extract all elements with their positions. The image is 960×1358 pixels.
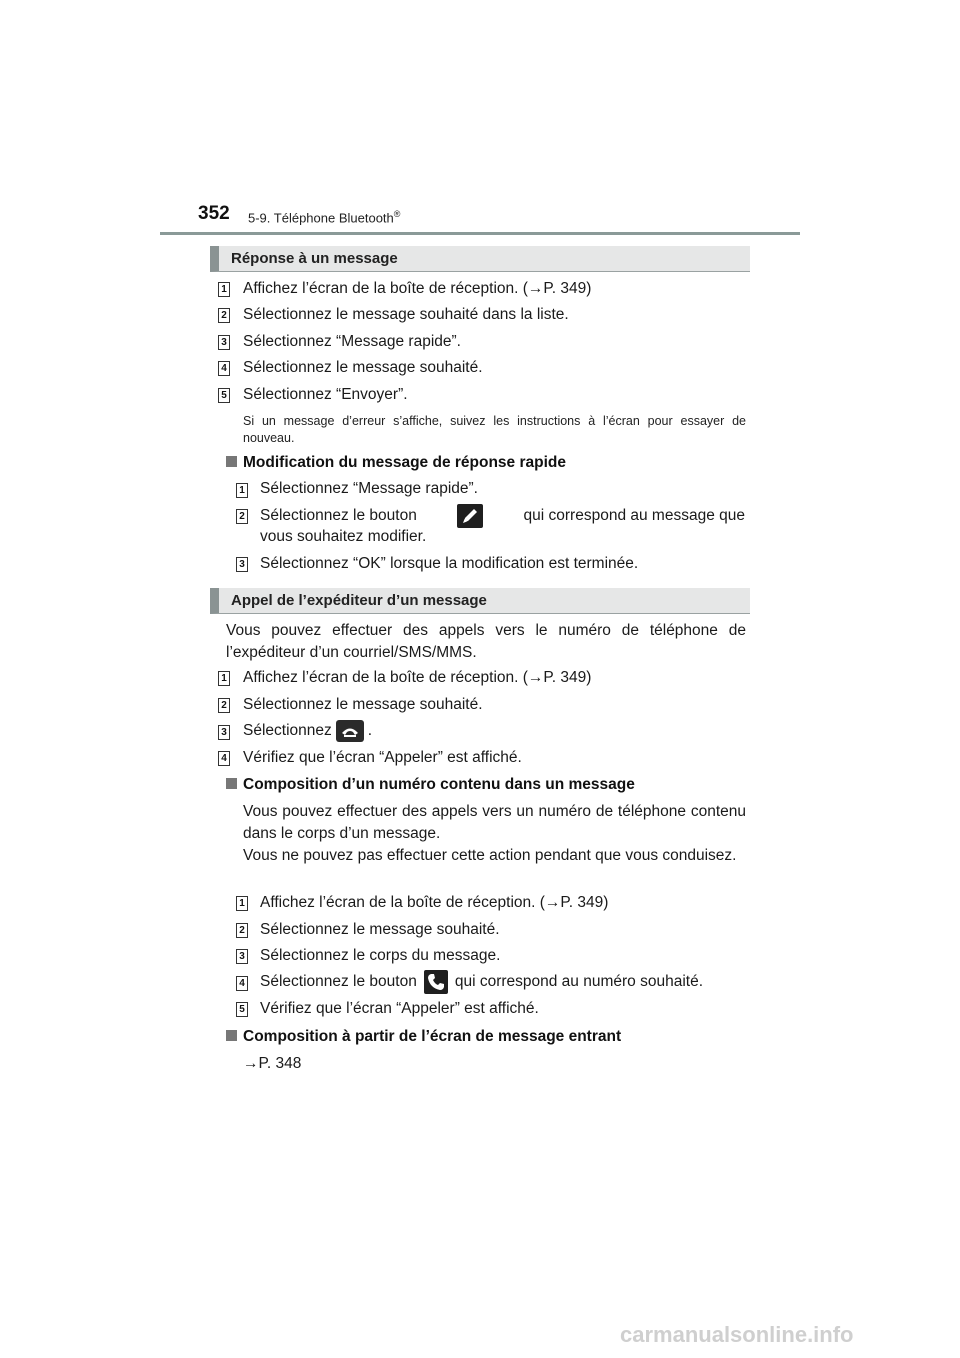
step-number: 5 <box>218 388 230 403</box>
step-number: 2 <box>236 509 248 524</box>
watermark: carmanualsonline.info <box>620 1322 854 1347</box>
square-bullet-icon <box>226 456 237 467</box>
phone-icon <box>424 970 448 994</box>
step-text-after: qui correspond au message que <box>523 507 745 524</box>
section-title: Appel de l’expéditeur d’un message <box>231 592 487 609</box>
step-text-before: Sélectionnez le bouton <box>260 507 417 524</box>
step-text: Affichez l’écran de la boîte de réception. (→P. 349) <box>260 894 609 911</box>
section-header-call-sender <box>210 588 750 614</box>
step-number: 4 <box>218 361 230 376</box>
step-text: Vérifiez que l’écran “Appeler” est affiché. <box>243 749 522 766</box>
step-text: Sélectionnez “Message rapide”. <box>260 480 478 497</box>
step-text: Sélectionnez le message souhaité dans la liste. <box>243 306 569 323</box>
step-text: Affichez l’écran de la boîte de réception. (→P. 349) <box>243 669 592 686</box>
page-number: 352 <box>198 203 230 224</box>
step-text-before: Sélectionnez le bouton <box>260 973 417 990</box>
intro-paragraph: Vous pouvez effectuer des appels vers le numéro de téléphone de l’expéditeur d’un courriel/SMS/MMS. <box>226 622 746 661</box>
step-number: 5 <box>236 1002 248 1017</box>
step-number: 3 <box>236 949 248 964</box>
note-text: Si un message d’erreur s’affiche, suivez les instructions à l’écran pour essayer de nouveau. <box>243 414 746 445</box>
step-number: 1 <box>236 896 248 911</box>
step-text: Sélectionnez “OK” lorsque la modification est terminée. <box>260 555 639 572</box>
registered-mark: ® <box>393 209 401 219</box>
subsection-heading <box>226 776 635 794</box>
paragraph: Vous pouvez effectuer des appels vers un numéro de téléphone contenu dans le corps d’un message. <box>243 803 746 842</box>
step-text: Sélectionnez le message souhaité. <box>243 359 483 376</box>
step-number: 1 <box>218 282 230 297</box>
step-line <box>260 970 703 994</box>
step-text: Vérifiez que l’écran “Appeler” est affiché. <box>260 1000 539 1017</box>
step-number: 3 <box>218 725 230 740</box>
edit-pencil-icon <box>457 504 483 528</box>
header-rule <box>160 232 800 235</box>
square-bullet-icon <box>226 1030 237 1041</box>
section-header-reply <box>210 246 750 272</box>
page-reference: →P. 348 <box>243 1055 302 1072</box>
step-number: 4 <box>236 976 248 991</box>
chapter-title-text: 5-9. Téléphone Bluetooth <box>248 210 394 226</box>
step-text: Sélectionnez “Envoyer”. <box>243 386 408 403</box>
phone-call-icon <box>336 720 364 742</box>
step-text-after: . <box>367 722 373 739</box>
paragraph: Vous ne pouvez pas effectuer cette action pendant que vous conduisez. <box>243 847 737 864</box>
step-number: 2 <box>218 308 230 323</box>
step-number: 1 <box>236 483 248 498</box>
chapter-title <box>248 209 400 225</box>
subsection-title: Composition d’un numéro contenu dans un message <box>243 776 635 793</box>
step-text: Affichez l’écran de la boîte de réception. (→P. 349) <box>243 280 592 297</box>
step-number: 4 <box>218 751 230 766</box>
square-bullet-icon <box>226 778 237 789</box>
step-number: 2 <box>218 698 230 713</box>
step-number: 3 <box>236 557 248 572</box>
step-text: Sélectionnez “Message rapide”. <box>243 333 461 350</box>
step-text: Sélectionnez le message souhaité. <box>260 921 500 938</box>
step-text: Sélectionnez le corps du message. <box>260 947 501 964</box>
section-title: Réponse à un message <box>231 250 398 267</box>
subsection-heading <box>226 1028 621 1046</box>
step-text-after: qui correspond au numéro souhaité. <box>454 973 704 990</box>
step-number: 1 <box>218 671 230 686</box>
step-text-line2: vous souhaitez modifier. <box>260 528 427 545</box>
step-number: 3 <box>218 335 230 350</box>
subsection-title: Composition à partir de l’écran de message entrant <box>243 1028 622 1045</box>
step-number: 2 <box>236 923 248 938</box>
subsection-title: Modification du message de réponse rapide <box>243 454 566 471</box>
step-line <box>243 720 372 742</box>
step-line <box>260 504 745 528</box>
subsection-heading <box>226 454 566 472</box>
step-text: Sélectionnez le message souhaité. <box>243 696 483 713</box>
step-text-before: Sélectionnez <box>243 722 332 739</box>
